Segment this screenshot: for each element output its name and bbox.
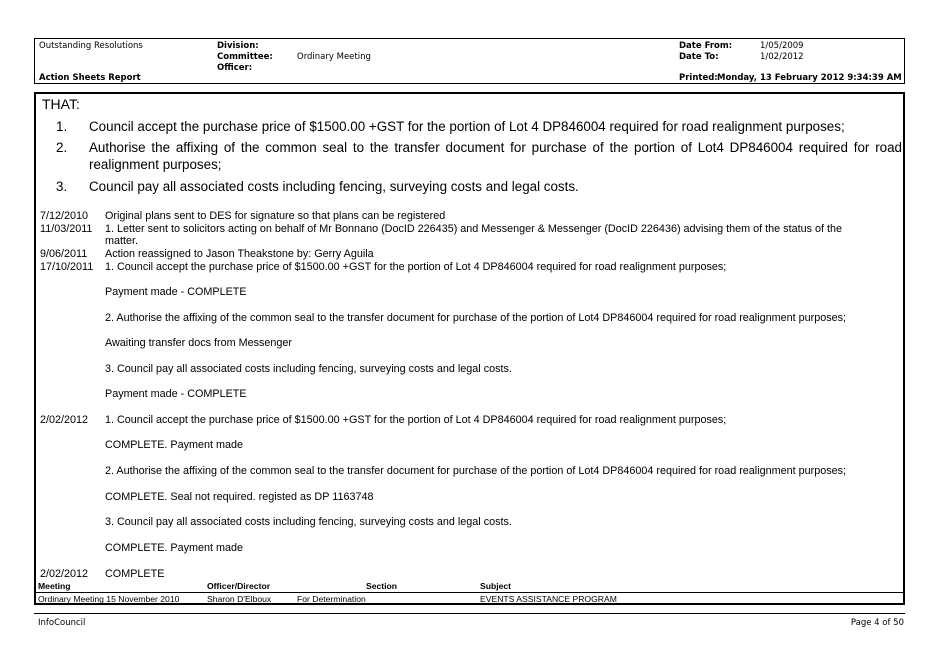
resolution-box <box>34 92 905 605</box>
footer-brand: InfoCouncil <box>38 618 86 628</box>
section-cell: For Determination <box>297 594 366 604</box>
action-text: COMPLETE. Payment made <box>105 439 244 451</box>
action-text: 2. Authorise the affixing of the common seal to the transfer document for purchase of the portion of Lot4 DP846004 required for road realignment purposes; <box>105 465 847 477</box>
subject-cell: EVENTS ASSISTANCE PROGRAM <box>480 594 617 604</box>
resolution-item-number: 3. <box>56 179 68 194</box>
action-text: COMPLETE. Payment made <box>105 542 244 554</box>
meeting-cell: Ordinary Meeting 15 November 2010 <box>38 594 180 604</box>
resolution-item-text: Authorise the affixing of the common seal to the transfer document for purchase of the portion of Lot4 DP846004 required for road realignment purposes; <box>89 140 902 172</box>
page-number: Page 4 of 50 <box>850 618 904 628</box>
date-to-value: 1/02/2012 <box>760 52 804 62</box>
action-date: 2/02/2012 <box>40 568 89 580</box>
table-row <box>34 592 905 605</box>
action-text: matter. <box>105 235 139 247</box>
report-header <box>34 38 905 84</box>
division-label: Division: <box>217 41 259 51</box>
resolution-item-text: Council accept the purchase price of $1500.00 +GST for the portion of Lot 4 DP846004 required for road realignment purposes; <box>89 119 845 134</box>
footer-divider <box>34 613 905 614</box>
action-text: 3. Council pay all associated costs including fencing, surveying costs and legal costs. <box>105 516 512 528</box>
action-text: 1. Council accept the purchase price of $1500.00 +GST for the portion of Lot 4 DP846004 required for road realignment purposes; <box>105 261 727 273</box>
column-header-officer: Officer/Director <box>207 581 271 591</box>
action-text: 2. Authorise the affixing of the common seal to the transfer document for purchase of the portion of Lot4 DP846004 required for road realignment purposes; <box>105 312 847 324</box>
printed-label: Printed: <box>679 73 718 83</box>
column-header-meeting: Meeting <box>38 581 71 591</box>
action-text: Awaiting transfer docs from Messenger <box>105 337 293 349</box>
action-date: 9/06/2011 <box>40 248 88 260</box>
date-from-value: 1/05/2009 <box>760 41 804 51</box>
column-header-section: Section <box>366 581 398 591</box>
action-text: Payment made - COMPLETE <box>105 286 247 298</box>
date-from-label: Date From: <box>679 41 733 51</box>
column-header-subject: Subject <box>480 581 512 591</box>
resolution-item-number: 2. <box>56 140 68 155</box>
action-text: Payment made - COMPLETE <box>105 388 247 400</box>
committee-value: Ordinary Meeting <box>297 52 371 62</box>
sheet-title: Action Sheets Report <box>39 73 141 83</box>
date-to-label: Date To: <box>679 52 719 62</box>
resolution-item-3 <box>56 178 902 195</box>
officer-cell: Sharon D'Elboux <box>207 594 272 604</box>
action-text: 3. Council pay all associated costs including fencing, surveying costs and legal costs. <box>105 363 512 375</box>
officer-label: Officer: <box>217 63 253 73</box>
action-date: 11/03/2011 <box>40 223 93 235</box>
resolution-item-2 <box>56 139 902 173</box>
that-heading: THAT: <box>42 96 80 112</box>
report-name: Outstanding Resolutions <box>39 41 143 51</box>
printed-value: Monday, 13 February 2012 9:34:39 AM <box>717 73 902 83</box>
action-text: COMPLETE <box>105 568 165 580</box>
action-date: 17/10/2011 <box>40 261 94 273</box>
action-date: 2/02/2012 <box>40 414 89 426</box>
meeting-table-header <box>34 580 905 592</box>
action-text: Original plans sent to DES for signature so that plans can be registered <box>105 210 446 222</box>
committee-label: Committee: <box>217 52 273 62</box>
resolution-item-text: Council pay all associated costs including fencing, surveying costs and legal costs. <box>89 179 579 194</box>
action-text: Action reassigned to Jason Theakstone by: Gerry Aguila <box>105 248 374 260</box>
action-text: 1. Letter sent to solicitors acting on behalf of Mr Bonnano (DocID 226435) and Messenger & Messenger (DocID 226436) advising them of the status of the <box>105 223 842 235</box>
action-text: COMPLETE. Seal not required. registed as DP 1163748 <box>105 491 374 503</box>
resolution-item-number: 1. <box>56 119 68 134</box>
action-text: 1. Council accept the purchase price of $1500.00 +GST for the portion of Lot 4 DP846004 required for road realignment purposes; <box>105 414 727 426</box>
resolution-item-1 <box>56 118 902 135</box>
action-date: 7/12/2010 <box>40 210 89 222</box>
